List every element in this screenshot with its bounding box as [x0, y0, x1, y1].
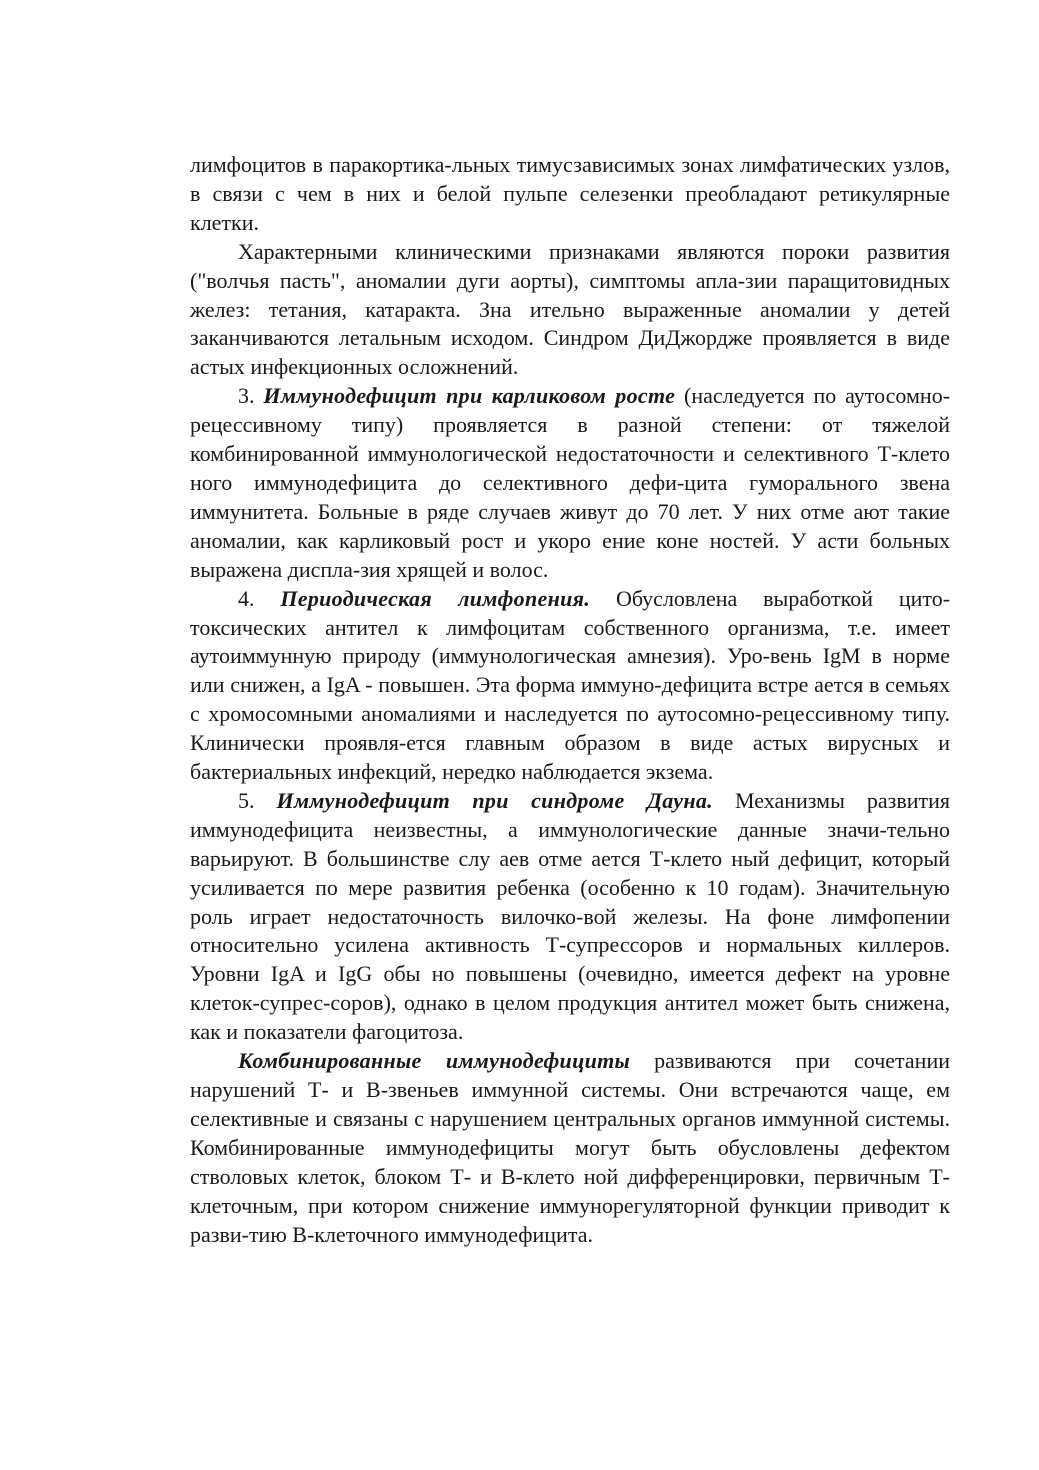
paragraph-heading: Периодическая лимфопения. [280, 585, 591, 611]
paragraph-text: (наследуется по аутосомно-рецессивному типу) проявляется в разной степени: от тяжелой комбинированной иммунологической недостаточности и селективного Т-клето ного иммунодефицита до селективного дефи-цита гуморального звена иммунитета. Больные в ряде случаев живут до 70 лет. У них отме ают такие аномалии, как карликовый рост и укоро ение коне ностей. У асти больных выражена диспла-зия хрящей и волос. [190, 383, 951, 582]
paragraph-heading: Комбинированные иммунодефициты [238, 1048, 631, 1074]
paragraph-heading: Иммунодефицит при синдроме Дауна. [276, 787, 713, 813]
document-page [190, 151, 950, 1249]
paragraph-6-combined-immunodeficiencies [190, 1047, 950, 1249]
paragraph-text: Характерными клиническими признаками являются пороки развития ("волчья пасть", аномалии дуги аорты), симптомы апла-зии паращитовидных желез: тетания, катаракта. Зна ительно выраженные аномалии у детей заканчиваются летальным исходом. Синдром ДиДжордже проявляется в виде астых инфекционных осложнений. [190, 238, 950, 380]
paragraph-1 [190, 151, 950, 238]
paragraph-5-down-syndrome [190, 787, 950, 1047]
paragraph-3-dwarfism-immunodeficiency [190, 382, 950, 584]
paragraph-text: развиваются при сочетании нарушений Т- и В-звеньев иммунной системы. Они встречаются чаще, ем селективные и связаны с нарушением центральных органов иммунной системы. Комбинированные иммунодефициты могут быть обусловлены дефектом стволовых клеток, блоком Т- и В-клето ной дифференцировки, первичным Т-клеточным, при котором снижение иммунорегуляторной функции приводит к разви-тию В-клеточного иммунодефицита. [190, 1048, 950, 1247]
paragraph-2 [190, 238, 950, 383]
paragraph-heading: Иммунодефицит при карликовом росте [263, 383, 676, 409]
list-number: 4. [238, 585, 255, 611]
paragraph-text: лимфоцитов в паракортика-льных тимусзависимых зонах лимфатических узлов, в связи с чем в них и белой пульпе селезенки преобладают ретикулярные клетки. [190, 152, 950, 235]
paragraph-text: Обусловлена выработкой цито-токсических антител к лимфоцитам собственного организма, т.е. имеет аутоиммунную природу (иммунологическая амнезия). Уро-вень IgM в норме или снижен, а IgA - повышен. Эта форма иммуно-дефицита встре ается в семьях с хромосомными аномалиями и наследуется по аутосомно-рецессивному типу. Клинически проявля-ется главным образом в виде астых вирусных и бактериальных инфекций, нередко наблюдается экзема. [190, 585, 951, 785]
list-number: 5. [238, 787, 255, 813]
paragraph-4-periodic-lymphopenia [190, 585, 950, 787]
list-number: 3. [238, 383, 255, 409]
paragraph-text: Механизмы развития иммунодефицита неизвестны, а иммунологические данные значи-тельно варьируют. В большинстве слу аев отме ается Т-клето ный дефицит, который усиливается по мере развития ребенка (особенно к 10 годам). Значительную роль играет недостаточность вилочко-вой железы. На фоне лимфопении относительно усилена активность Т-супрессоров и нормальных киллеров. Уровни IgA и IgG обы но повышены (очевидно, имеется дефект на уровне клеток-супрес-соров), однако в целом продукция антител может быть снижена, как и показатели фагоцитоза. [190, 787, 950, 1045]
